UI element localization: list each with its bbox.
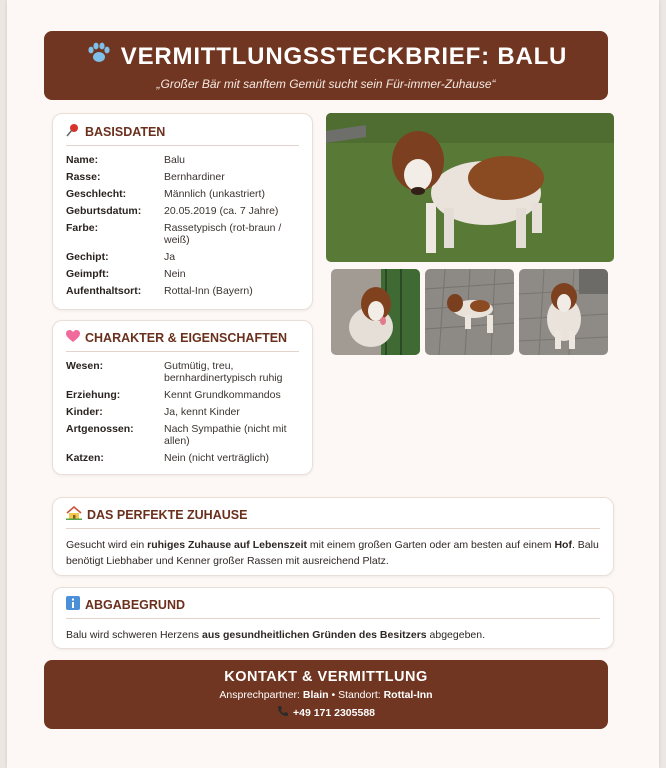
thumbnail-photo-2	[425, 269, 514, 355]
charakter-list	[66, 360, 299, 464]
info-key: Kinder:	[66, 406, 103, 418]
info-value: Ja	[164, 251, 176, 263]
info-row	[66, 268, 299, 280]
info-row	[66, 222, 299, 246]
info-value: 20.05.2019 (ca. 7 Jahre)	[164, 205, 279, 217]
info-value: Rassetypisch (rot-braun / weiß)	[164, 222, 282, 246]
header-banner	[44, 31, 608, 100]
page-subtitle: „Großer Bär mit sanftem Gemüt sucht sein Für-immer-Zuhause“	[156, 77, 496, 91]
info-key: Wesen:	[66, 360, 104, 372]
info-row	[66, 205, 299, 217]
info-row	[66, 188, 299, 200]
info-value: Nach Sympathie (nicht mit allen)	[164, 423, 287, 447]
abgabe-text: Balu wird schweren Herzens aus gesundheitlichen Gründen des Besitzers abgegeben.	[66, 629, 486, 641]
charakter-card	[52, 320, 313, 475]
info-value: Kennt Grundkommandos	[164, 389, 281, 401]
contact-name: Blain	[302, 689, 329, 701]
info-value: Gutmütig, treu, bernhardinertypisch ruhig	[164, 360, 283, 384]
info-value: Männlich (unkastriert)	[164, 188, 265, 200]
info-row	[66, 251, 299, 263]
info-key: Artgenossen:	[66, 423, 134, 435]
page-title: VERMITTLUNGSSTECKBRIEF: BALU	[120, 42, 568, 70]
info-value: Bernhardiner	[164, 171, 225, 183]
info-row	[66, 154, 299, 166]
main-photo	[326, 113, 614, 262]
info-value: Balu	[164, 154, 186, 166]
pushpin-icon	[66, 123, 80, 140]
info-key: Geschlecht:	[66, 188, 127, 200]
info-row	[66, 406, 299, 418]
paw-icon	[85, 41, 113, 72]
charakter-title: CHARAKTER & EIGENSCHAFTEN	[66, 330, 299, 352]
info-row	[66, 171, 299, 183]
info-key: Erziehung:	[66, 389, 121, 401]
contact-footer	[44, 660, 608, 729]
thumbnail-photo-3	[519, 269, 608, 355]
info-key: Katzen:	[66, 452, 104, 464]
contact-title: KONTAKT & VERMITTLUNG	[224, 669, 428, 685]
info-key: Rasse:	[66, 171, 101, 183]
house-garden-icon	[66, 506, 82, 523]
info-key: Gechipt:	[66, 251, 109, 263]
thumbnail-photo-1	[331, 269, 420, 355]
zuhause-title: DAS PERFEKTE ZUHAUSE	[66, 506, 600, 529]
contact-line: Ansprechpartner: Blain • Standort: Rottal-Inn	[219, 689, 433, 701]
info-key: Geimpft:	[66, 268, 110, 280]
basisdaten-title: BASISDATEN	[66, 123, 299, 146]
info-row	[66, 360, 299, 384]
info-row	[66, 423, 299, 447]
info-value: Rottal-Inn (Bayern)	[164, 285, 253, 297]
info-row	[66, 452, 299, 464]
abgabe-card	[52, 587, 614, 649]
info-key: Farbe:	[66, 222, 99, 234]
info-key: Aufenthaltsort:	[66, 285, 142, 297]
info-row	[66, 285, 299, 297]
zuhause-card	[52, 497, 614, 576]
info-value: Ja, kennt Kinder	[164, 406, 240, 418]
info-value: Nein	[164, 268, 186, 280]
zuhause-text: Gesucht wird ein ruhiges Zuhause auf Lebenszeit mit einem großen Garten oder am besten auf einem Hof. Balu benötigt Liebhaber und Kenner großer Rassen mit ausreichend Platz.	[66, 539, 599, 567]
info-key: Geburtsdatum:	[66, 205, 142, 217]
abgabe-title: ABGABEGRUND	[66, 596, 600, 619]
phone-icon	[277, 705, 289, 720]
basisdaten-list	[66, 154, 299, 297]
info-value: Nein (nicht verträglich)	[164, 452, 270, 464]
heart-icon	[66, 330, 80, 346]
info-row	[66, 389, 299, 401]
header-title-row	[44, 41, 608, 72]
info-key: Name:	[66, 154, 99, 166]
phone-number[interactable]: +49 171 2305588	[292, 706, 376, 719]
basisdaten-card	[52, 113, 313, 310]
contact-phone-row	[44, 705, 608, 720]
location-name: Rottal-Inn	[383, 689, 433, 701]
info-icon	[66, 596, 80, 613]
